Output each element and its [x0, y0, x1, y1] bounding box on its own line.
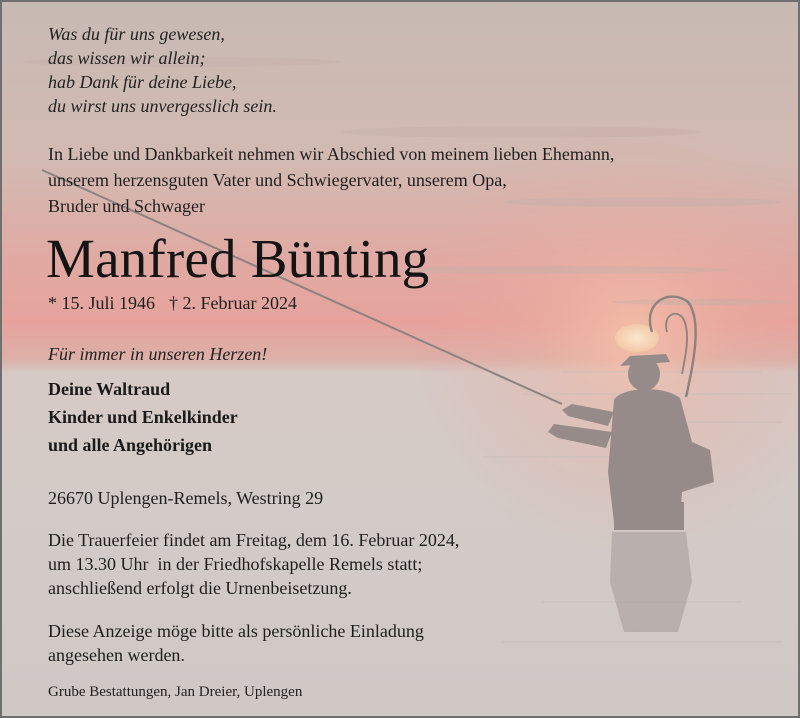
ceremony-line: um 13.30 Uhr in der Friedhofskapelle Remels statt; [48, 554, 423, 574]
mourner: Kinder und Enkelkinder [48, 407, 238, 427]
intro-line: Bruder und Schwager [48, 196, 205, 216]
invitation-line: Diese Anzeige möge bitte als persönliche Einladung [48, 621, 424, 641]
intro-line: In Liebe und Dankbarkeit nehmen wir Abschied von meinem lieben Ehemann, [48, 144, 615, 164]
invitation-line: angesehen werden. [48, 645, 185, 665]
mourner: und alle Angehörigen [48, 435, 213, 455]
memorial-poem [48, 22, 277, 118]
notice-text [2, 2, 798, 716]
poem-line: Was du für uns gewesen, [48, 24, 225, 44]
undertaker-credit: Grube Bestattungen, Jan Dreier, Uplengen [48, 684, 303, 700]
birth-date: * 15. Juli 1946 [48, 293, 156, 313]
deceased-name: Manfred Bünting [46, 228, 430, 289]
poem-line: du wirst uns unvergesslich sein. [48, 96, 277, 116]
ceremony-line: Die Trauerfeier findet am Freitag, dem 16. Februar 2024, [48, 530, 460, 550]
poem-line: das wissen wir allein; [48, 48, 206, 68]
mourner: Deine Waltraud [48, 379, 171, 399]
ceremony-details [48, 528, 459, 600]
life-dates [48, 291, 297, 315]
invitation-note [48, 619, 424, 667]
mourners-list [48, 375, 238, 459]
farewell-intro [48, 141, 614, 219]
intro-line: unserem herzensguten Vater und Schwiegervater, unserem Opa, [48, 170, 507, 190]
ceremony-line: anschließend erfolgt die Urnenbeisetzung. [48, 578, 352, 598]
death-date: † 2. Februar 2024 [169, 293, 297, 313]
family-address: 26670 Uplengen-Remels, Westring 29 [48, 488, 324, 508]
poem-line: hab Dank für deine Liebe, [48, 72, 237, 92]
memorial-motto: Für immer in unseren Herzen! [48, 344, 268, 364]
